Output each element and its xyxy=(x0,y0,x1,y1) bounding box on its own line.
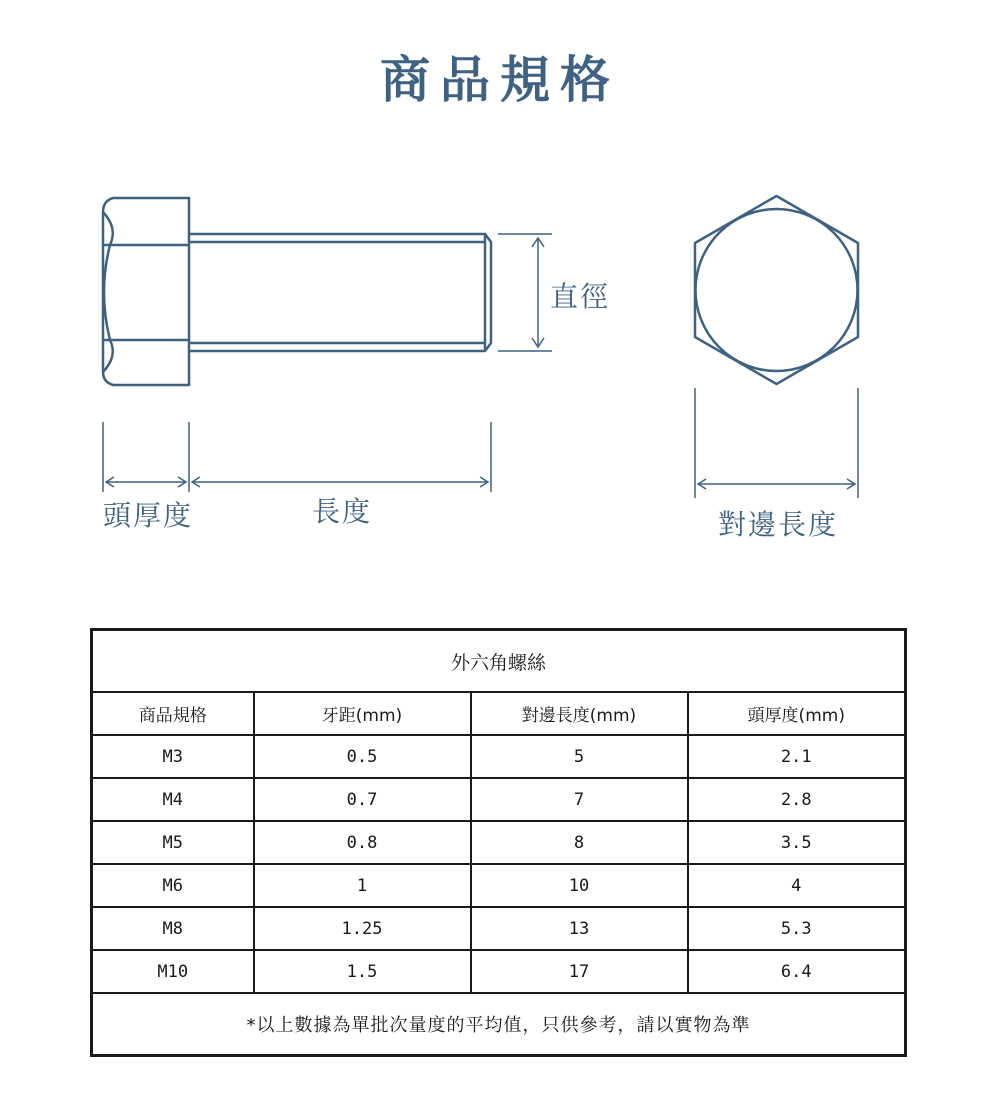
page-title: 商品規格 xyxy=(380,51,620,109)
cell-head-thickness: 3.5 xyxy=(688,821,906,864)
cell-across-flats: 5 xyxy=(471,735,688,778)
table-note: *以上數據為單批次量度的平均值，只供參考，請以實物為準 xyxy=(92,993,906,1056)
cell-spec: M4 xyxy=(92,778,254,821)
header-across-flats: 對邊長度(mm) xyxy=(471,692,688,735)
cell-head-thickness: 4 xyxy=(688,864,906,907)
cell-spec: M10 xyxy=(92,950,254,993)
table-row xyxy=(92,778,906,821)
header-pitch: 牙距(mm) xyxy=(254,692,471,735)
table-note-row xyxy=(92,993,906,1056)
bolt-head-curve-bottom xyxy=(103,340,113,372)
cell-across-flats: 17 xyxy=(471,950,688,993)
bolt-head-curve-mid xyxy=(104,245,110,340)
cell-head-thickness: 2.1 xyxy=(688,735,906,778)
cell-pitch: 1 xyxy=(254,864,471,907)
spec-table xyxy=(90,628,907,1057)
across-flats-label: 對邊長度 xyxy=(718,508,839,541)
cell-head-thickness: 2.8 xyxy=(688,778,906,821)
hex-head-inner-circle xyxy=(696,209,858,371)
header-head-thickness: 頭厚度(mm) xyxy=(688,692,906,735)
table-row xyxy=(92,950,906,993)
table-row xyxy=(92,907,906,950)
table-header-row xyxy=(92,692,906,735)
bolt-shank-outline xyxy=(189,234,491,351)
cell-pitch: 0.5 xyxy=(254,735,471,778)
cell-pitch: 1.25 xyxy=(254,907,471,950)
header-spec: 商品規格 xyxy=(92,692,254,735)
cell-pitch: 0.7 xyxy=(254,778,471,821)
diameter-label: 直徑 xyxy=(550,280,611,313)
cell-head-thickness: 5.3 xyxy=(688,907,906,950)
cell-head-thickness: 6.4 xyxy=(688,950,906,993)
cell-across-flats: 10 xyxy=(471,864,688,907)
cell-across-flats: 13 xyxy=(471,907,688,950)
cell-across-flats: 7 xyxy=(471,778,688,821)
bolt-head-outline xyxy=(103,198,189,385)
cell-spec: M3 xyxy=(92,735,254,778)
cell-spec: M8 xyxy=(92,907,254,950)
cell-across-flats: 8 xyxy=(471,821,688,864)
cell-pitch: 1.5 xyxy=(254,950,471,993)
cell-pitch: 0.8 xyxy=(254,821,471,864)
table-row xyxy=(92,864,906,907)
head-thickness-label: 頭厚度 xyxy=(103,499,194,532)
bolt-head-curve-top xyxy=(103,212,113,245)
table-caption-row xyxy=(92,630,906,693)
cell-spec: M5 xyxy=(92,821,254,864)
length-label: 長度 xyxy=(312,495,373,528)
cell-spec: M6 xyxy=(92,864,254,907)
table-row xyxy=(92,821,906,864)
table-caption: 外六角螺絲 xyxy=(92,630,906,693)
table-row xyxy=(92,735,906,778)
hex-head-top-view xyxy=(695,196,858,384)
